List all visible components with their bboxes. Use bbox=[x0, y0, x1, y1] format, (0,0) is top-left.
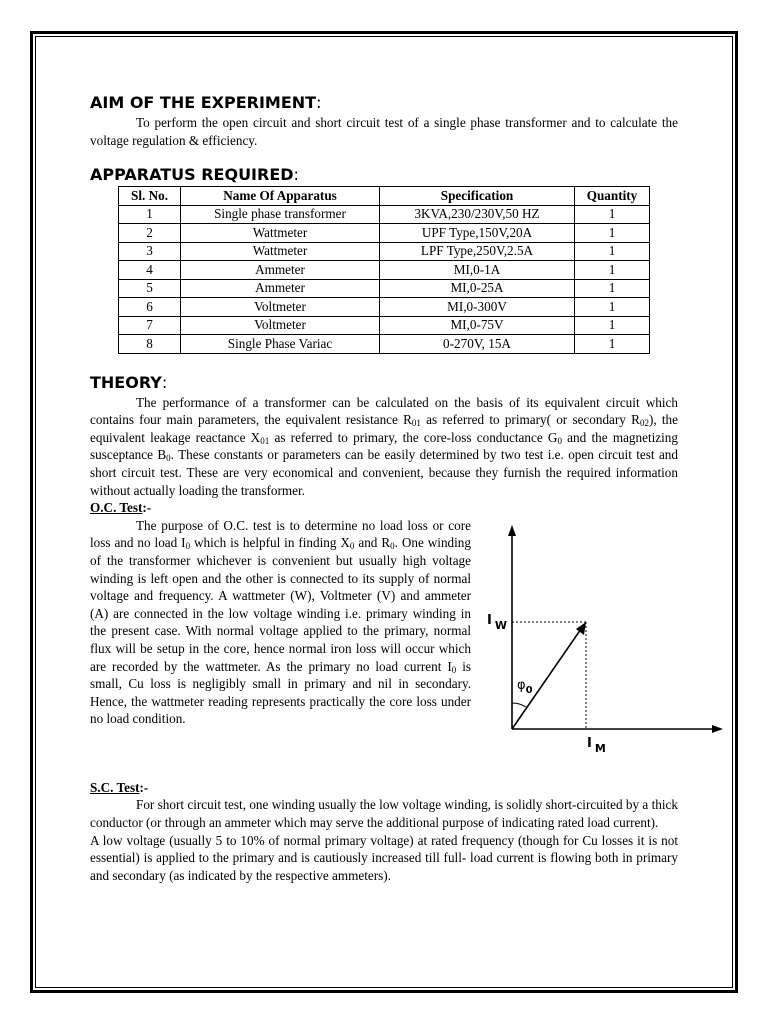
cell-quantity: 1 bbox=[575, 279, 650, 298]
sc-test-paragraph-1: For short circuit test, one winding usually the low voltage winding, is solidly short-circuited by a thick conductor (or through an ammeter which may serve the additional purpose of indicating rated load current). bbox=[90, 797, 678, 831]
table-row bbox=[119, 224, 650, 243]
phi-angle-arc bbox=[512, 703, 526, 707]
cell-spec: UPF Type,150V,20A bbox=[380, 224, 575, 243]
vertical-axis-arrowhead bbox=[508, 525, 516, 536]
cell-spec: MI,0-300V bbox=[380, 298, 575, 317]
table-row bbox=[119, 298, 650, 317]
table-row bbox=[119, 261, 650, 280]
col-name: Name Of Apparatus bbox=[181, 187, 380, 206]
cell-name: Voltmeter bbox=[181, 316, 380, 335]
table-row bbox=[119, 335, 650, 354]
cell-quantity: 1 bbox=[575, 335, 650, 354]
sc-test-heading: S.C. Test:- bbox=[90, 779, 149, 795]
cell-sl-no: 2 bbox=[119, 224, 181, 243]
cell-spec: MI,0-25A bbox=[380, 279, 575, 298]
table-row bbox=[119, 205, 650, 224]
cell-quantity: 1 bbox=[575, 261, 650, 280]
table-row bbox=[119, 242, 650, 261]
cell-name: Ammeter bbox=[181, 261, 380, 280]
cell-sl-no: 1 bbox=[119, 205, 181, 224]
phasor-diagram bbox=[486, 525, 726, 760]
horizontal-axis-arrowhead bbox=[712, 725, 723, 733]
theory-heading: THEORY: bbox=[90, 372, 168, 392]
cell-quantity: 1 bbox=[575, 242, 650, 261]
cell-spec: 3KVA,230/230V,50 HZ bbox=[380, 205, 575, 224]
cell-spec: MI,0-1A bbox=[380, 261, 575, 280]
iw-label: I $_W$ bbox=[487, 612, 507, 632]
cell-name: Voltmeter bbox=[181, 298, 380, 317]
apparatus-table bbox=[118, 186, 650, 354]
cell-sl-no: 8 bbox=[119, 335, 181, 354]
cell-quantity: 1 bbox=[575, 205, 650, 224]
cell-sl-no: 4 bbox=[119, 261, 181, 280]
col-quantity: Quantity bbox=[575, 187, 650, 206]
document-content bbox=[90, 92, 678, 884]
cell-sl-no: 5 bbox=[119, 279, 181, 298]
oc-test-section bbox=[90, 517, 678, 779]
col-spec: Specification bbox=[380, 187, 575, 206]
im-label: I $_M$ bbox=[587, 735, 606, 755]
table-header-row bbox=[119, 187, 650, 206]
cell-spec: 0-270V, 15A bbox=[380, 335, 575, 354]
cell-quantity: 1 bbox=[575, 298, 650, 317]
col-sl-no: Sl. No. bbox=[119, 187, 181, 206]
cell-spec: LPF Type,250V,2.5A bbox=[380, 242, 575, 261]
aim-heading: AIM OF THE EXPERIMENT: bbox=[90, 93, 322, 112]
oc-test-paragraph: The purpose of O.C. test is to determine no load loss or core loss and no load $I_0$ which is helpful in finding $X_0$ and $R_0$. One winding of the transformer whichever is convenient but usually high voltage winding is left open and the other is connected to its supply of normal voltage and frequency. A wattmeter (W), Voltmeter (V) and ammeter (A) are connected in the low voltage winding i.e. primary winding in the present case. With normal voltage applied to the primary, normal flux will be setup in the core, hence normal iron loss will occur which are recorded by the wattmeter. As the primary no load current $I_0$ is small, Cu loss is negligibly small in primary and nil in secondary. Hence, the wattmeter reading represents practically the core loss under no load condition. bbox=[90, 517, 472, 727]
cell-spec: MI,0-75V bbox=[380, 316, 575, 335]
cell-quantity: 1 bbox=[575, 316, 650, 335]
sc-test-paragraph-2: A low voltage (usually 5 to 10% of normal primary voltage) at rated frequency (though for Cu losses it is not essential) is applied to the primary and is cautiously increased till full- load current is flowing both in primary and secondary (as indicated by the respective ammeters). bbox=[90, 832, 678, 883]
cell-sl-no: 6 bbox=[119, 298, 181, 317]
theory-paragraph: The performance of a transformer can be calculated on the basis of its equivalent circuit which contains four main parameters, the equivalent resistance $R_{01}$ as referred to primary( or secondary $R_{02}$), the equivalent leakage reactance $X_{01}$ as referred to primary, the core-loss conductance $G_0$ and the magnetizing susceptance $B_0$. These constants or parameters can be easily determined by two test i.e. open circuit test and short circuit test. These are very economical and convenient, because they furnish the required information without actually loading the transformer. bbox=[90, 394, 678, 498]
cell-name: Single phase transformer bbox=[181, 205, 380, 224]
table-row bbox=[119, 316, 650, 335]
aim-text: To perform the open circuit and short circuit test of a single phase transformer and to calculate the voltage regulation & efficiency. bbox=[90, 115, 678, 148]
cell-sl-no: 7 bbox=[119, 316, 181, 335]
cell-name: Wattmeter bbox=[181, 242, 380, 261]
cell-name: Single Phase Variac bbox=[181, 335, 380, 354]
cell-name: Wattmeter bbox=[181, 224, 380, 243]
cell-quantity: 1 bbox=[575, 224, 650, 243]
phi0-label: $\varphi_0$ bbox=[517, 677, 533, 696]
oc-test-heading: O.C. Test:- bbox=[90, 500, 152, 516]
table-row bbox=[119, 279, 650, 298]
apparatus-heading: APPARATUS REQUIRED: bbox=[90, 165, 299, 185]
cell-name: Ammeter bbox=[181, 279, 380, 298]
cell-sl-no: 3 bbox=[119, 242, 181, 261]
